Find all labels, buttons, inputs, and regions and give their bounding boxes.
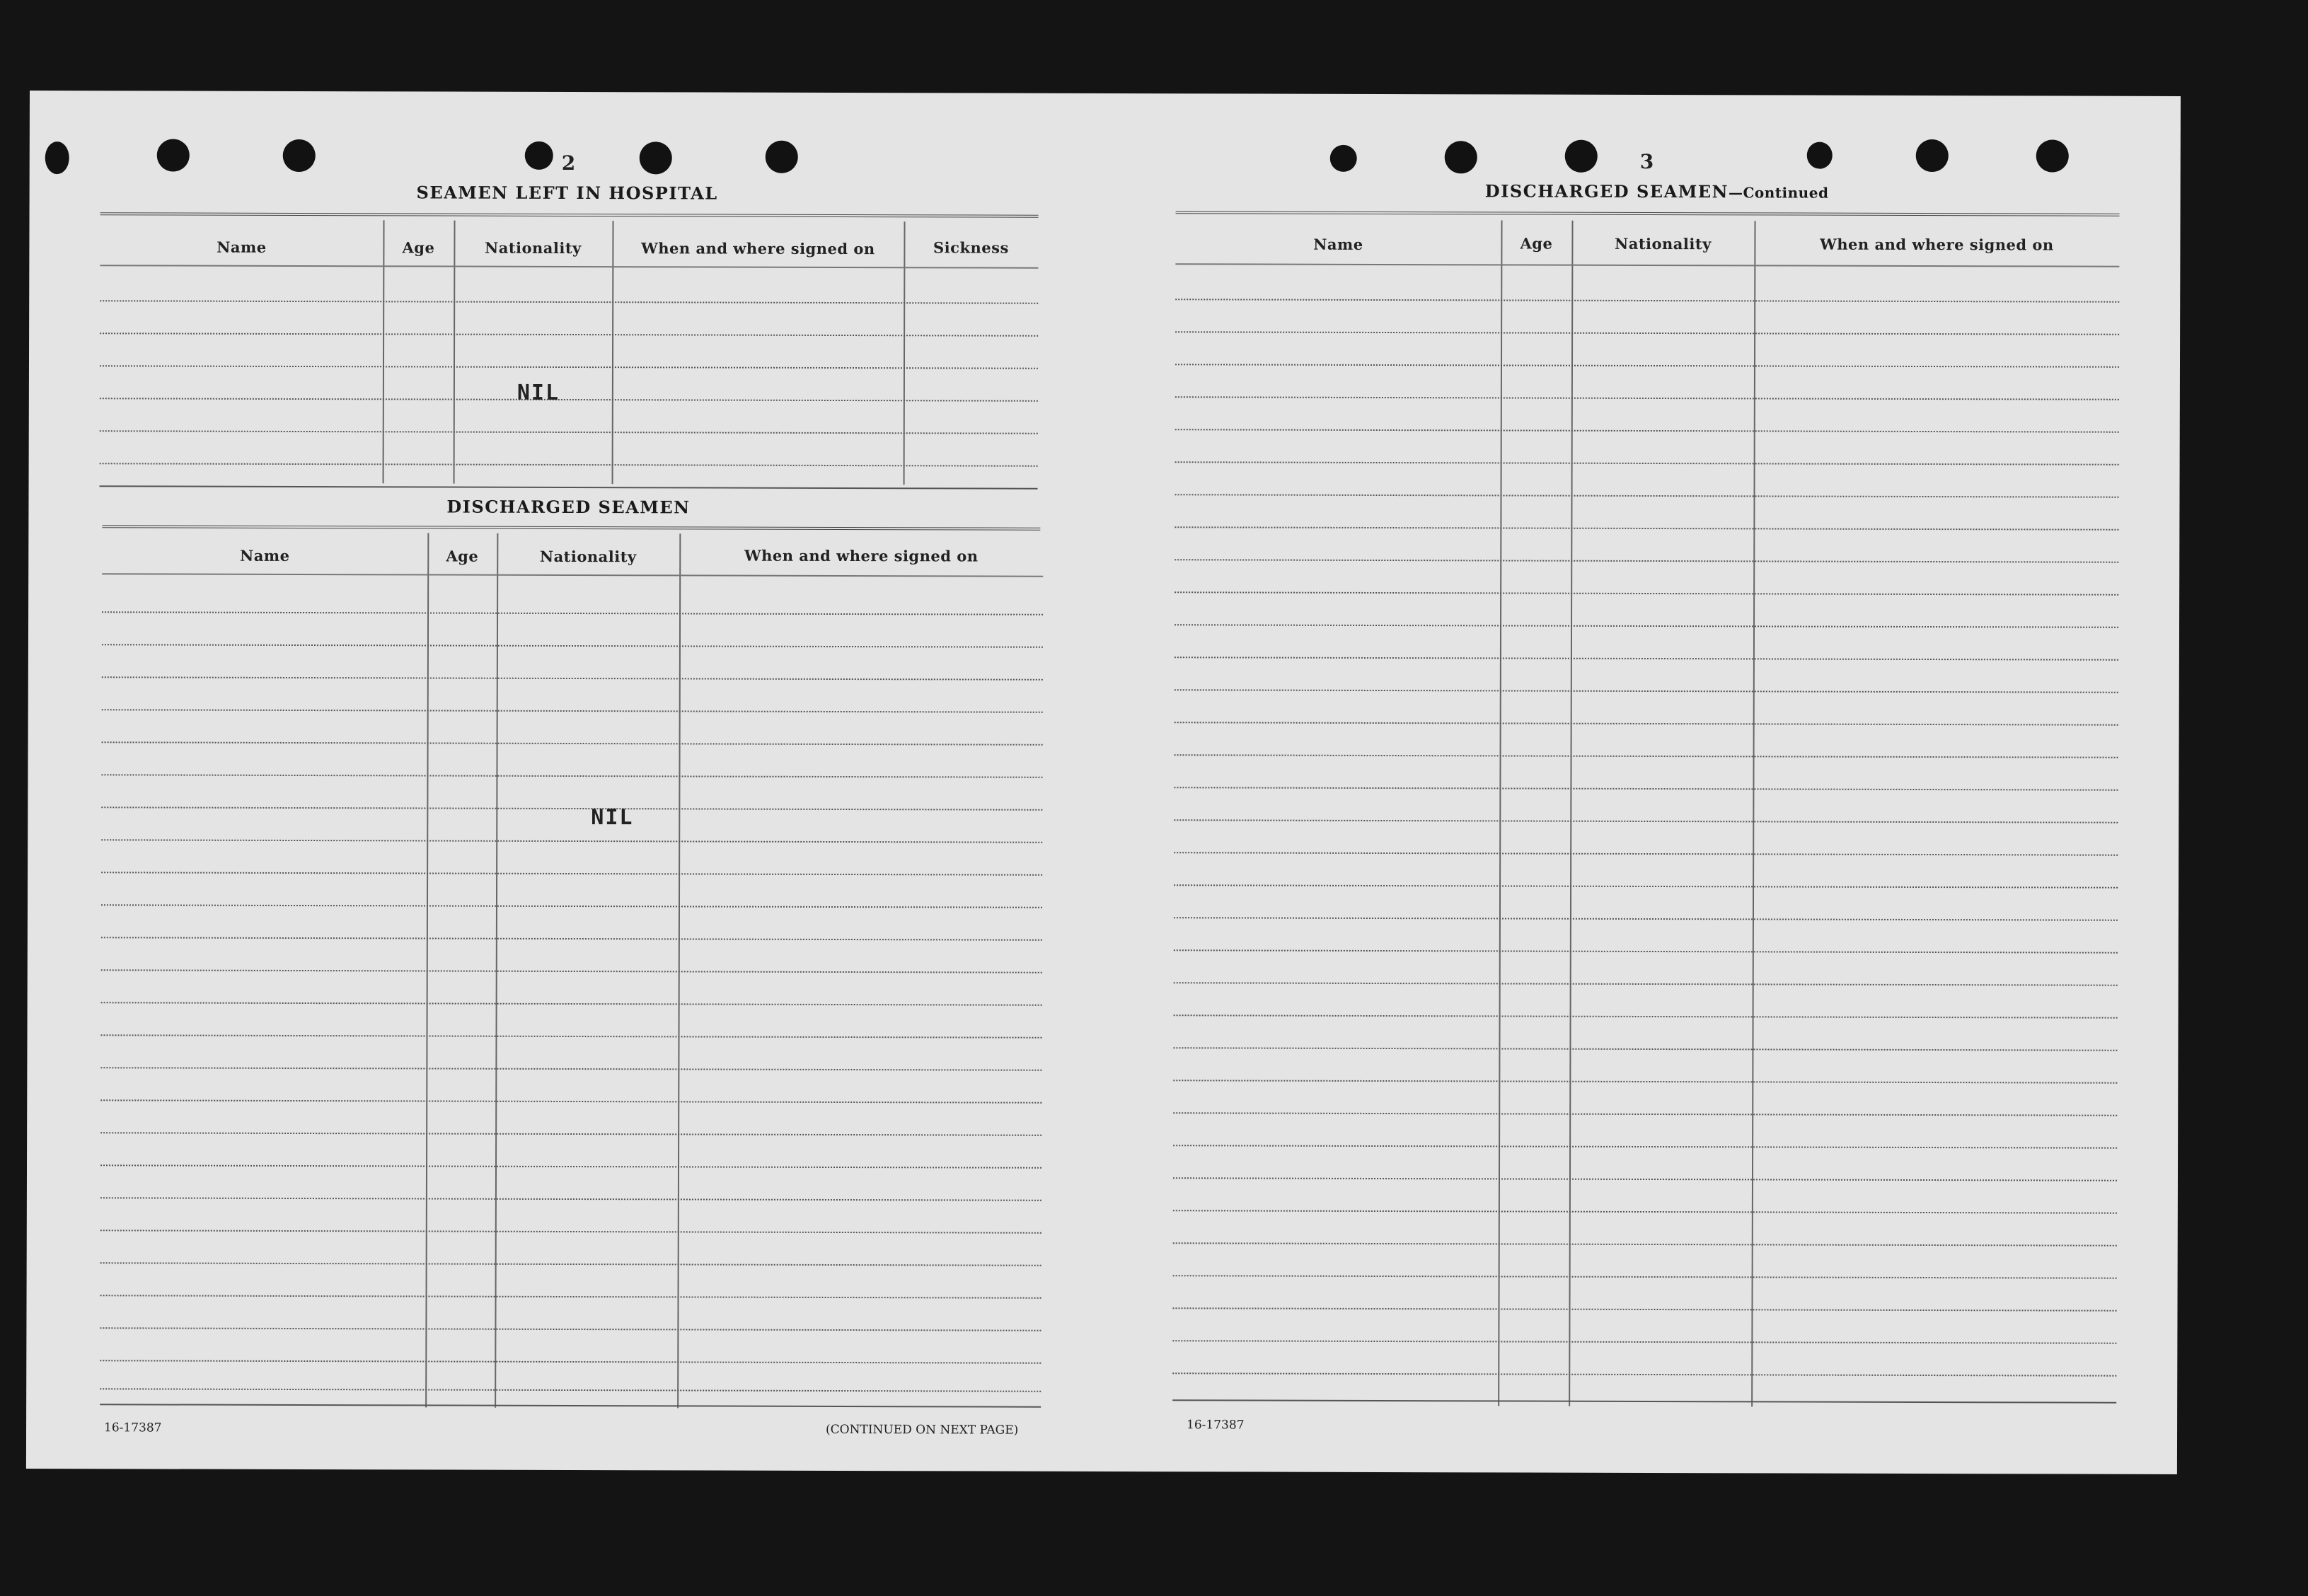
discharged-continued-title-text: DISCHARGED SEAMEN [1484,180,1729,202]
right-header-name: Name [1313,235,1363,253]
ruled-line [1175,689,2118,693]
ruled-line [101,969,1042,973]
punch-hole [157,139,190,171]
ruled-line [101,872,1042,875]
ruled-line [1172,1340,2116,1343]
ruled-line [1175,396,2119,400]
discharged-continued-title [1183,180,2131,203]
discharged-header-nationality: Nationality [539,547,637,566]
punch-hole [1330,145,1357,172]
hospital-header-name: Name [217,238,267,256]
form-number-right: 16-17387 [1187,1418,1245,1433]
ruled-line [100,1230,1042,1233]
hospital-nil-entry: NIL [517,380,560,405]
ruled-line [1174,852,2118,855]
ruled-line [102,644,1043,647]
punch-hole [766,141,798,173]
ruled-line [100,1327,1041,1331]
ruled-line [102,741,1043,745]
right-header-when-where: When and where signed on [1820,235,2054,254]
ruled-line [1175,331,2119,335]
ruled-line [1172,1307,2116,1311]
punch-hole [1565,140,1598,173]
form-number-left: 16-17387 [104,1421,162,1435]
ruled-line [100,1132,1042,1135]
ruled-line [1174,949,2118,953]
ruled-line [100,1388,1041,1392]
ruled-line [1173,1275,2117,1278]
ruled-line [101,1002,1042,1005]
table-bottom-rule [100,1404,1041,1407]
column-divider [612,221,614,484]
ruled-line [1173,1047,2117,1051]
ruled-line [100,1262,1042,1266]
ruled-line [1175,364,2119,367]
ruled-line [100,300,1038,303]
ruled-line [100,463,1038,466]
ruled-line [1174,884,2118,888]
punch-hole [1445,141,1477,173]
ruled-line [1175,429,2119,432]
ruled-line [1173,1242,2117,1246]
ruled-line [1174,917,2118,920]
page-number-left: 2 [561,151,576,175]
ruled-line [101,774,1042,777]
ruled-line [1173,1210,2117,1213]
ruled-line [102,709,1043,712]
ruled-line [1173,1112,2117,1116]
hospital-table [100,219,1039,485]
ruled-line [1174,982,2118,985]
ruled-line [1175,624,2118,628]
ruled-line [1174,819,2118,823]
ruled-line [100,1360,1041,1363]
page-number-right: 3 [1639,149,1654,174]
discharged-header-when-where: When and where signed on [744,546,979,565]
ruled-line [1175,494,2119,497]
ruled-line [100,398,1038,401]
right-header-age: Age [1520,234,1553,253]
ruled-line [100,365,1038,369]
ruled-line [1175,299,2119,302]
header-underline [100,265,1038,268]
ruled-line [1175,526,2118,530]
ruled-line [101,904,1042,908]
ruled-line [100,1197,1042,1201]
ruled-line [1175,591,2118,595]
ruled-line [1173,1145,2117,1148]
hospital-header-when-where: When and where signed on [641,239,875,258]
punch-hole [2036,139,2069,172]
hospital-top-rule [100,212,1039,217]
discharged-table-right [1172,219,2119,1407]
column-divider [454,221,456,484]
ruled-line [1172,1372,2116,1376]
ruled-line [1173,1177,2117,1181]
right-top-rule [1176,211,2120,216]
ruled-line [1175,657,2118,660]
discharged-table-left [100,532,1043,1409]
continued-suffix: —Continued [1728,184,1829,202]
discharged-header-age: Age [446,547,479,565]
ruled-line [1175,461,2119,465]
ruled-line [102,676,1043,680]
punch-hole [640,141,672,174]
column-divider [904,221,906,485]
ruled-line [102,611,1043,615]
hospital-header-nationality: Nationality [485,238,582,258]
punch-hole [283,139,316,172]
ruled-line [1175,722,2118,725]
ruled-line [100,1099,1042,1103]
header-underline [1175,263,2119,267]
ruled-line [100,1067,1042,1070]
hospital-header-age: Age [402,238,435,257]
table-bottom-rule [1172,1399,2116,1403]
scanned-sheet [26,91,2181,1474]
right-header-nationality: Nationality [1615,234,1712,253]
ruled-line [1174,787,2118,790]
ruled-line [101,937,1042,940]
discharged-section-title: DISCHARGED SEAMEN [446,496,691,518]
hospital-section-title: SEAMEN LEFT IN HOSPITAL [416,182,718,204]
ruled-line [100,430,1038,434]
ruled-line [1175,754,2118,758]
punch-hole [45,141,69,174]
ruled-line [1174,1014,2118,1018]
ruled-line [100,1164,1042,1168]
continued-note: (CONTINUED ON NEXT PAGE) [826,1422,1019,1438]
column-divider [383,220,385,483]
punch-hole [1916,139,1949,172]
ruled-line [100,332,1038,336]
header-underline [102,573,1043,577]
hospital-bottom-rule [100,485,1038,489]
discharged-header-name: Name [240,546,290,565]
ruled-line [101,1034,1042,1038]
ruled-line [1175,559,2118,562]
punch-hole [1807,142,1833,169]
discharged-nil-entry: NIL [591,805,634,831]
ruled-line [1173,1080,2117,1083]
ruled-line [101,806,1042,810]
punch-hole [525,141,553,170]
hospital-header-sickness: Sickness [933,238,1009,257]
discharged-top-rule [102,525,1040,530]
ruled-line [100,1295,1042,1298]
ruled-line [101,839,1042,843]
